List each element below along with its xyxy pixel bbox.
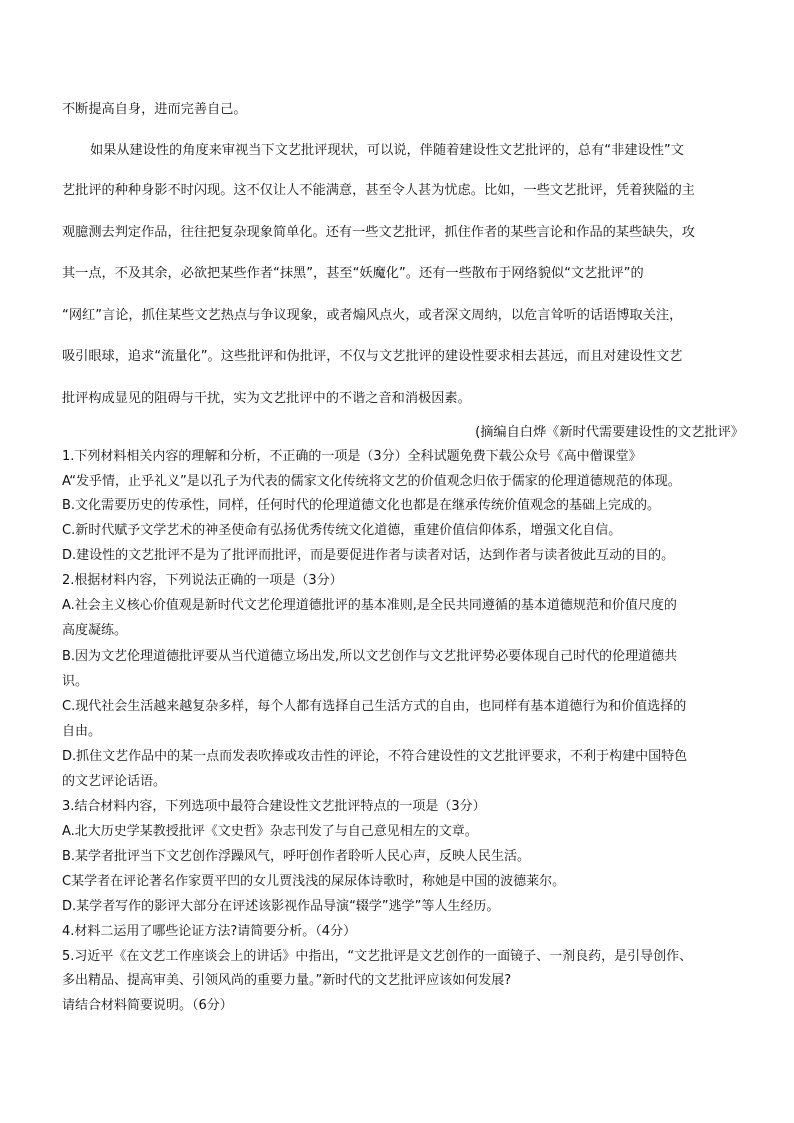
passage-line: 艺批评的种种身影不时闪现。这不仅让人不能满意，甚至令人甚为忧虑。比如，一些文艺批评，凭着狭隘的主 xyxy=(62,183,695,198)
question-option: 识。 xyxy=(62,674,89,689)
question-option: D.建设性的文艺批评不是为了批评而批评，而是要促进作者与读者对话，达到作者与读者彼此互动的目的。 xyxy=(62,548,675,563)
question-option: D.某学者写作的影评大部分在评述该影视作品导演“辍学”逃学”等人生经历。 xyxy=(62,899,500,914)
question-stem: 请结合材料简要说明。（6分） xyxy=(62,998,233,1013)
passage-line: 如果从建设性的角度来审视当下文艺批评现状，可以说，伴随着建设性文艺批评的，总有“非建设性”文 xyxy=(90,143,684,158)
question-option: A“发乎情，止乎礼义”是以孔子为代表的儒家文化传统将文艺的价值观念归依于儒家的伦理道德规范的体现。 xyxy=(62,474,681,489)
question-stem: 多出精品、提高审美、引领风尚的重要力量。”新时代的文艺批评应该如何发展? xyxy=(62,973,512,988)
passage-line: 不断提高自身，进而完善自己。 xyxy=(62,102,247,117)
question-option: D.抓住文艺作品中的某一点而发表吹捧或攻击性的评论，不符合建设性的文艺批评要求，不利于构建中国特色 xyxy=(62,749,688,764)
question-option: 高度凝练。 xyxy=(62,623,128,638)
question-stem: 3.结合材料内容，下列选项中最符合建设性文艺批评特点的一项是（3分） xyxy=(62,799,486,814)
question-option: A.北大历史学某教授批评《文史哲》杂志刊发了与自己意见相左的文章。 xyxy=(62,824,478,839)
passage-source: (摘编自白烨《新时代需要建设性的文艺批评》 xyxy=(475,425,744,440)
question-option: 的文艺评论话语。 xyxy=(62,774,167,789)
question-stem: 2.根据材料内容，下列说法正确的一项是（3分） xyxy=(62,573,343,588)
passage-line: 吸引眼球，追求“流量化”。这些批评和伪批评，不仅与文艺批评的建设性要求相去甚远，而且对建设性文艺 xyxy=(62,349,683,364)
passage-line: “网红”言论，抓住某些文艺热点与争议现象，或者煽风点火，或者深文周纳，以危言耸听的话语博取关注， xyxy=(62,308,683,323)
passage-line: 其一点，不及其余，必欲把某些作者“抹黑”，甚至“妖魔化”。还有一些散布于网络貌似“文艺批评”的 xyxy=(62,266,644,281)
question-option: C.现代社会生活越来越复杂多样，每个人都有选择自己生活方式的自由，也同样有基本道德行为和价值选择的 xyxy=(62,699,687,714)
question-stem: 5.习近平《在文艺工作座谈会上的讲话》中指出，“文艺批评是文艺创作的一面镜子、一剂良药，是引导创作、 xyxy=(62,949,693,964)
question-option: C某学者在评论著名作家贾平凹的女儿贾浅浅的屎尿体诗歌时，称她是中国的波德莱尔。 xyxy=(62,874,566,889)
passage-line: 批评构成显见的阻碍与干扰，实为文艺批评中的不谐之音和消极因素。 xyxy=(62,391,471,406)
question-option: A.社会主义核心价值观是新时代文艺伦理道德批评的基本准则,是全民共同遵循的基本道德规范和价值尺度的 xyxy=(62,598,677,613)
question-stem: 1.下列材料相关内容的理解和分析，不正确的一项是（3分）全科试题免费下载公众号《高中僧课堂》 xyxy=(62,449,642,464)
question-option: B.文化需要历史的传承性，同样，任何时代的伦理道德文化也都是在继承传统价值观念的基础上完成的。 xyxy=(62,498,661,513)
passage-line: 观臆测去判定作品，往往把复杂现象简单化。还有一些文艺批评，抓住作者的某些言论和作品的某些缺失，攻 xyxy=(62,225,695,240)
question-option: 自由。 xyxy=(62,724,102,739)
question-option: B.某学者批评当下文艺创作浮躁风气，呼吁创作者聆听人民心声，反映人民生活。 xyxy=(62,849,531,864)
question-stem: 4.材料二运用了哪些论证方法?请简要分析。（4分） xyxy=(62,924,357,939)
question-option: C.新时代赋予文学艺术的神圣使命有弘扬优秀传统文化道德，重建价值信仰体系，增强文化自信。 xyxy=(62,523,622,538)
question-option: B.因为文艺伦理道德批评要从当代道德立场出发,所以文艺创作与文艺批评势必要体现自己时代的伦理道德共 xyxy=(62,649,678,664)
